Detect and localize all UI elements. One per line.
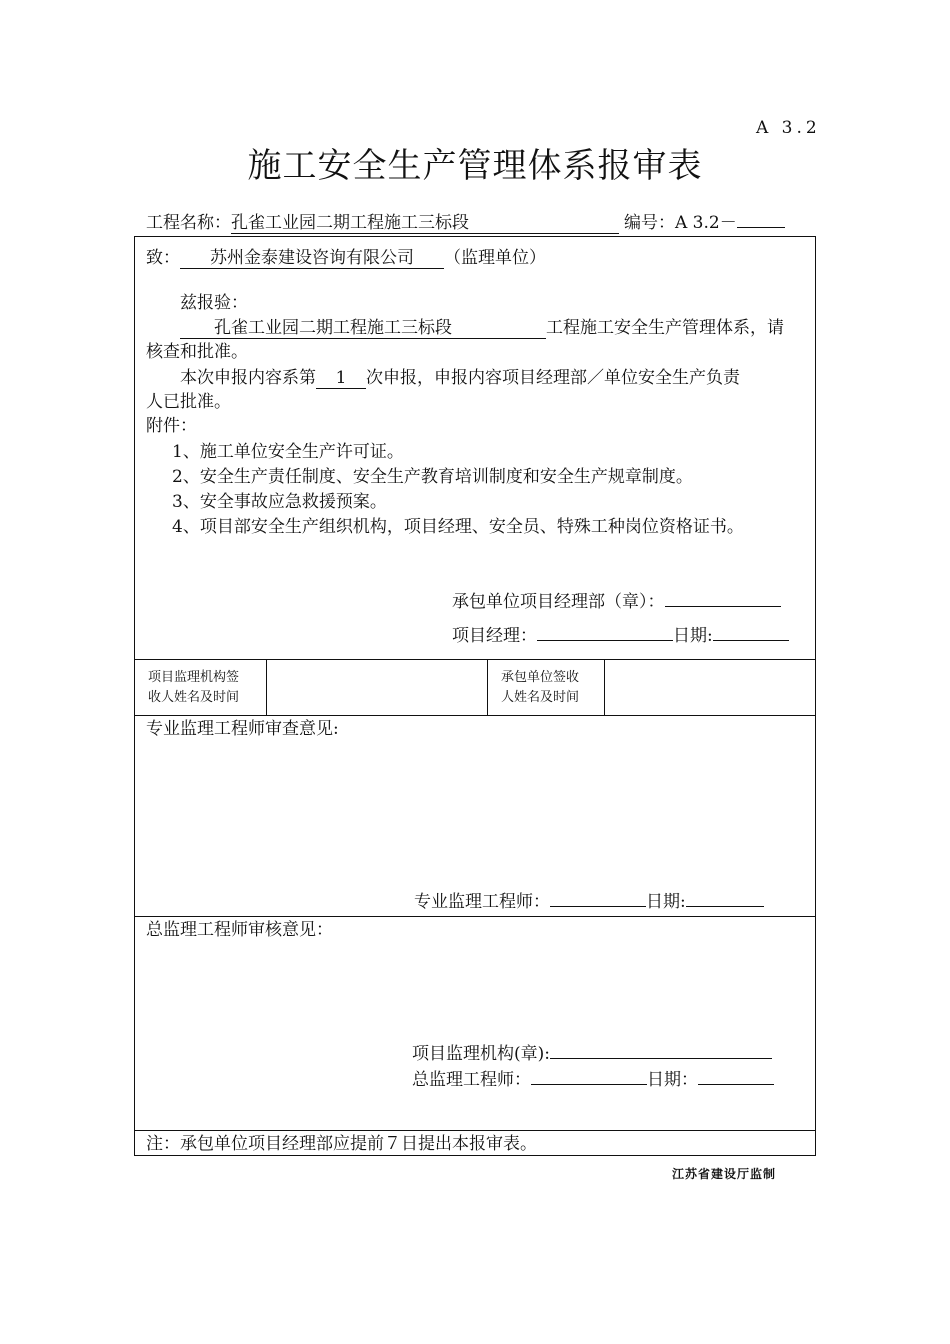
chief-org-field[interactable]: [550, 1058, 772, 1059]
to-label: 致：: [146, 248, 180, 268]
supervisor-receipt-field[interactable]: [268, 661, 486, 714]
addressee-field[interactable]: [180, 248, 444, 269]
number-row: [624, 208, 785, 233]
form-title: 施工安全生产管理体系报审表: [247, 146, 703, 186]
chief-opinion-area[interactable]: [146, 946, 806, 1036]
attachment-item: 3、安全事故应急救援预案。: [172, 492, 387, 512]
submission-prefix: 本次申报内容系第: [180, 368, 316, 388]
project-name-row: [146, 208, 619, 234]
intro-text: 兹报验：: [180, 293, 248, 313]
attachment-item: 4、项目部安全生产组织机构，项目经理、安全员、特殊工种岗位资格证书。: [172, 517, 744, 537]
chief-org-row: [412, 1042, 772, 1066]
chief-date-field[interactable]: [698, 1084, 774, 1085]
number-label: 编号：: [624, 213, 675, 233]
addressee-row: [146, 246, 546, 270]
receipt-col-1: [266, 659, 267, 715]
specialist-date-label: 日期:: [646, 892, 686, 912]
divider-receipt-top: [134, 659, 816, 660]
contractor-receipt-line2: 人姓名及时间: [501, 690, 580, 705]
manager-sign-row: [452, 624, 789, 648]
chief-date-label: 日期：: [647, 1070, 698, 1090]
project-ref-value: 孔雀工业园二期工程施工三标段: [214, 318, 452, 338]
approval-line: 核查和批准。: [146, 342, 248, 362]
project-name-value: 孔雀工业园二期工程施工三标段: [231, 213, 469, 233]
addressee-suffix: （监理单位）: [444, 248, 546, 268]
project-ref-tail: 工程施工安全生产管理体系，请: [546, 318, 784, 338]
contractor-receipt-line1: 承包单位签收: [501, 670, 580, 685]
divider-chief-top: [134, 916, 816, 917]
number-field[interactable]: [737, 227, 785, 228]
supervisor-receipt-line2: 收人姓名及时间: [148, 690, 240, 705]
supervisor-receipt-line1: 项目监理机构签: [148, 670, 240, 685]
specialist-date-field[interactable]: [686, 906, 764, 907]
project-ref-row: [180, 316, 784, 340]
number-prefix: A 3.2－: [675, 213, 737, 233]
addressee-name: 苏州金泰建设咨询有限公司: [210, 248, 414, 268]
project-name-field[interactable]: [231, 213, 619, 234]
contractor-seal-row: [452, 590, 781, 614]
issuing-authority: 江苏省建设厅监制: [672, 1167, 777, 1181]
manager-date-label: 日期:: [673, 626, 713, 646]
specialist-opinion-area[interactable]: [146, 745, 806, 875]
footnote: 注：承包单位项目经理部应提前７日提出本报审表。: [146, 1134, 537, 1154]
contractor-receipt-field[interactable]: [606, 661, 814, 714]
contractor-receipt-label: [501, 668, 579, 708]
specialist-sign-row: [414, 890, 764, 914]
receipt-col-2: [487, 659, 488, 715]
attachments-label: 附件：: [146, 416, 197, 436]
manager-label: 项目经理：: [452, 626, 537, 646]
receipt-col-3: [604, 659, 605, 715]
chief-org-label: 项目监理机构(章):: [412, 1044, 550, 1064]
manager-sign-field[interactable]: [537, 640, 673, 641]
specialist-heading: 专业监理工程师审查意见:: [146, 719, 339, 739]
specialist-sign-label: 专业监理工程师：: [414, 892, 550, 912]
submission-count-field[interactable]: [316, 368, 366, 389]
chief-sign-field[interactable]: [531, 1084, 647, 1085]
project-label: 工程名称：: [146, 213, 231, 233]
attachment-item: 1、施工单位安全生产许可证。: [172, 442, 404, 462]
manager-date-field[interactable]: [713, 640, 789, 641]
submission-count: 1: [335, 368, 347, 388]
attachment-item: 2、安全生产责任制度、安全生产教育培训制度和安全生产规章制度。: [172, 467, 693, 487]
contractor-seal-label: 承包单位项目经理部（章）：: [452, 592, 665, 612]
project-ref-field[interactable]: [180, 318, 546, 339]
chief-sign-label: 总监理工程师：: [412, 1070, 531, 1090]
submission-row: [180, 366, 740, 390]
form-code: A 3.2: [756, 118, 821, 138]
chief-sign-row: [412, 1068, 774, 1092]
specialist-sign-field[interactable]: [550, 906, 646, 907]
divider-note-top: [134, 1130, 816, 1131]
submission-tail: 次申报，申报内容项目经理部／单位安全生产负责: [366, 368, 740, 388]
approval-line-2: 人已批准。: [146, 392, 231, 412]
supervisor-receipt-label: [148, 668, 239, 708]
contractor-seal-field[interactable]: [665, 606, 781, 607]
chief-heading: 总监理工程师审核意见：: [146, 920, 333, 940]
divider-receipt-bottom: [134, 715, 816, 716]
